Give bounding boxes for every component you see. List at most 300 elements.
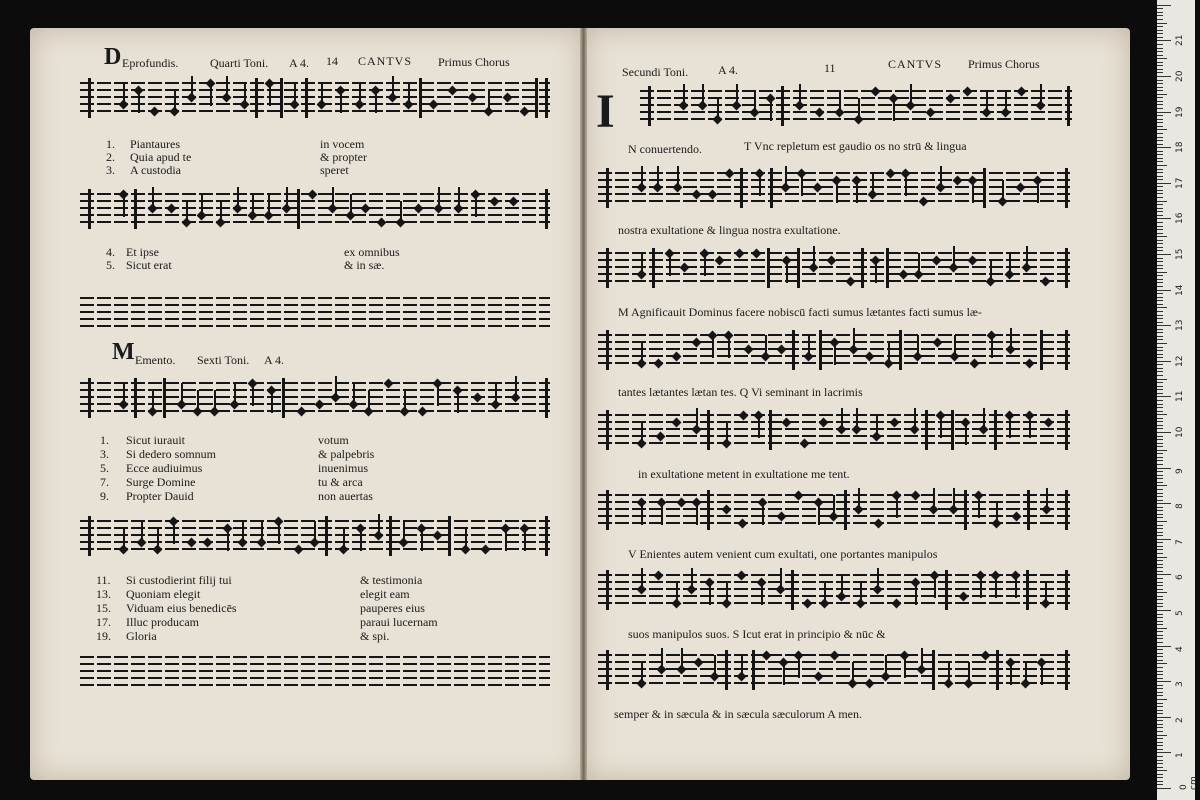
note-stem bbox=[1046, 488, 1048, 508]
ruler-number: 11 bbox=[1175, 390, 1185, 403]
ruler-tick bbox=[1157, 500, 1163, 501]
note-icon bbox=[1016, 183, 1026, 193]
choir-label: Primus Chorus bbox=[968, 57, 1040, 71]
barline bbox=[994, 410, 997, 450]
ruler-tick bbox=[1157, 357, 1163, 358]
note-stem bbox=[360, 531, 362, 551]
ruler-tick bbox=[1157, 621, 1163, 622]
staff-line bbox=[80, 656, 550, 658]
empty-staff bbox=[80, 656, 550, 688]
note-stem bbox=[141, 521, 143, 541]
page-number: 11 bbox=[824, 61, 836, 75]
barline bbox=[769, 410, 772, 450]
note-stem bbox=[138, 93, 140, 113]
barline bbox=[886, 248, 889, 288]
note-stem bbox=[801, 176, 803, 196]
ruler-tick bbox=[1157, 183, 1171, 184]
note-icon bbox=[815, 108, 825, 118]
note-stem bbox=[765, 335, 767, 355]
ruler-tick bbox=[1157, 48, 1163, 49]
note-stem bbox=[691, 568, 693, 588]
barline bbox=[448, 516, 451, 556]
note-stem bbox=[934, 578, 936, 598]
ruler-tick bbox=[1157, 727, 1163, 728]
ruler-tick bbox=[1157, 599, 1163, 600]
choir-label: Primus Chorus bbox=[438, 55, 510, 69]
ruler-tick bbox=[1157, 731, 1163, 732]
verse-number: 5. bbox=[106, 258, 115, 272]
staff-line bbox=[598, 186, 1070, 188]
lyric-line: in exultatione metent in exultatione me tent. bbox=[638, 467, 850, 481]
note-stem bbox=[1009, 418, 1011, 438]
note-stem bbox=[641, 662, 643, 682]
staff-line bbox=[80, 96, 550, 98]
barline bbox=[325, 516, 328, 556]
note-stem bbox=[181, 383, 183, 403]
ruler-tick bbox=[1157, 571, 1163, 572]
verse-incipit: Et ipse bbox=[126, 245, 159, 259]
barline bbox=[951, 410, 954, 450]
ruler-tick bbox=[1157, 347, 1163, 348]
staff-line bbox=[640, 90, 1072, 92]
note-stem bbox=[340, 93, 342, 113]
note-stem bbox=[1005, 91, 1007, 111]
staff-line bbox=[598, 442, 1070, 444]
ruler-tick bbox=[1157, 76, 1171, 77]
ruler-tick bbox=[1157, 80, 1163, 81]
ruler-tick bbox=[1157, 496, 1163, 497]
note-stem bbox=[123, 83, 125, 103]
note-stem bbox=[702, 84, 704, 104]
note-stem bbox=[954, 335, 956, 355]
note-icon bbox=[509, 197, 519, 207]
ruler-tick bbox=[1157, 290, 1171, 291]
note-stem bbox=[717, 98, 719, 118]
ruler-tick bbox=[1157, 307, 1167, 308]
note-stem bbox=[152, 187, 154, 207]
note-icon bbox=[722, 505, 732, 515]
barline bbox=[1040, 330, 1043, 370]
note-stem bbox=[1029, 418, 1031, 438]
ruler-tick bbox=[1157, 411, 1163, 412]
staff-line bbox=[598, 435, 1070, 437]
note-stem bbox=[286, 187, 288, 207]
music-staff bbox=[80, 82, 550, 114]
note-stem bbox=[227, 531, 229, 551]
ruler-tick bbox=[1157, 717, 1171, 718]
initial-d: D bbox=[104, 44, 122, 70]
staff-line bbox=[598, 193, 1070, 195]
measurement-ruler bbox=[1157, 0, 1199, 800]
note-icon bbox=[692, 190, 702, 200]
ruler-tick bbox=[1157, 436, 1163, 437]
lyric-line: tantes lætantes lætan tes. Q Vi seminant in lacrimis bbox=[618, 385, 863, 399]
ruler-tick bbox=[1157, 781, 1163, 782]
clef-icon bbox=[606, 650, 619, 690]
ruler-tick bbox=[1157, 525, 1163, 526]
ruler-tick bbox=[1157, 678, 1163, 679]
ruler-tick bbox=[1157, 706, 1163, 707]
ruler-tick bbox=[1157, 382, 1163, 383]
note-icon bbox=[1044, 418, 1054, 428]
note-stem bbox=[681, 648, 683, 668]
verse-incipit: Sicut iurauit bbox=[126, 433, 185, 447]
ruler-tick bbox=[1157, 137, 1163, 138]
ruler-tick bbox=[1157, 154, 1163, 155]
note-icon bbox=[203, 538, 213, 548]
barline bbox=[791, 570, 794, 610]
ruler-tick bbox=[1157, 628, 1167, 629]
ruler-tick bbox=[1157, 329, 1163, 330]
staff-line bbox=[80, 304, 550, 306]
ruler-tick bbox=[1157, 667, 1163, 668]
ruler-tick bbox=[1157, 72, 1163, 73]
note-stem bbox=[1009, 253, 1011, 273]
note-icon bbox=[315, 400, 325, 410]
ruler-tick bbox=[1157, 83, 1163, 84]
ruler-number: 12 bbox=[1175, 355, 1185, 367]
ruler-tick bbox=[1157, 510, 1163, 511]
note-stem bbox=[860, 582, 862, 602]
note-stem bbox=[1010, 665, 1012, 685]
clef-icon bbox=[88, 378, 101, 418]
ruler-tick bbox=[1157, 69, 1163, 70]
note-stem bbox=[314, 521, 316, 541]
ruler-tick bbox=[1157, 767, 1163, 768]
ruler-tick bbox=[1157, 585, 1163, 586]
verse-number: 13. bbox=[96, 587, 111, 601]
ruler-tick bbox=[1157, 735, 1167, 736]
final-barline bbox=[1065, 650, 1068, 690]
ruler-tick bbox=[1157, 318, 1163, 319]
staff-line bbox=[80, 670, 550, 672]
music-staff bbox=[598, 334, 1070, 366]
ruler-tick bbox=[1157, 606, 1163, 607]
ruler-number: 19 bbox=[1175, 106, 1185, 118]
ruler-tick bbox=[1157, 656, 1163, 657]
ruler-number: 6 bbox=[1175, 574, 1185, 581]
ruler-tick bbox=[1157, 379, 1167, 380]
ruler-tick bbox=[1157, 169, 1163, 170]
music-staff bbox=[598, 494, 1070, 526]
verse-number: 15. bbox=[96, 601, 111, 615]
barline bbox=[819, 330, 822, 370]
note-stem bbox=[201, 194, 203, 214]
note-icon bbox=[656, 432, 666, 442]
note-stem bbox=[457, 393, 459, 413]
note-icon bbox=[429, 100, 439, 110]
note-stem bbox=[368, 390, 370, 410]
ruler-tick bbox=[1157, 186, 1163, 187]
ruler-tick bbox=[1157, 325, 1171, 326]
note-stem bbox=[437, 386, 439, 406]
verse-incipit: Piantaures bbox=[130, 137, 180, 151]
ruler-tick bbox=[1157, 140, 1163, 141]
ruler-tick bbox=[1157, 204, 1163, 205]
ruler-tick bbox=[1157, 190, 1163, 191]
note-stem bbox=[858, 98, 860, 118]
note-stem bbox=[350, 194, 352, 214]
staff-line bbox=[80, 311, 550, 313]
ruler-tick bbox=[1157, 635, 1163, 636]
note-stem bbox=[995, 578, 997, 598]
note-stem bbox=[641, 253, 643, 273]
note-stem bbox=[940, 166, 942, 186]
ruler-tick bbox=[1157, 193, 1163, 194]
note-icon bbox=[968, 256, 978, 266]
ruler-tick bbox=[1157, 549, 1163, 550]
staff-line bbox=[598, 280, 1070, 282]
ruler-tick bbox=[1157, 443, 1163, 444]
empty-staff bbox=[80, 297, 550, 329]
verse-ending: & testimonia bbox=[360, 573, 423, 587]
ruler-tick bbox=[1157, 322, 1163, 323]
ruler-tick bbox=[1157, 33, 1163, 34]
tone-label: Sexti Toni. bbox=[197, 353, 250, 367]
verse-ending: elegit eam bbox=[360, 587, 410, 601]
note-stem bbox=[220, 201, 222, 221]
note-stem bbox=[1026, 246, 1028, 266]
staff-line bbox=[598, 595, 1070, 597]
note-stem bbox=[123, 383, 125, 403]
barline bbox=[740, 168, 743, 208]
barline bbox=[752, 650, 755, 690]
barline bbox=[945, 570, 948, 610]
note-icon bbox=[468, 93, 478, 103]
barline bbox=[163, 378, 166, 418]
ruler-tick bbox=[1157, 699, 1167, 700]
verse-number: 17. bbox=[96, 615, 111, 629]
ruler-tick bbox=[1157, 642, 1163, 643]
music-staff bbox=[598, 172, 1070, 204]
note-icon bbox=[813, 183, 823, 193]
note-icon bbox=[933, 338, 943, 348]
ruler-tick bbox=[1157, 44, 1163, 45]
ruler-number: 5 bbox=[1175, 610, 1185, 616]
note-stem bbox=[359, 83, 361, 103]
note-icon bbox=[946, 94, 956, 104]
ruler-tick bbox=[1157, 770, 1167, 771]
barline bbox=[1026, 570, 1029, 610]
ruler-tick bbox=[1157, 268, 1163, 269]
ruler-tick bbox=[1157, 172, 1163, 173]
lyric-line: T Vnc repletum est gaudio os no strū & lingua bbox=[744, 139, 967, 153]
ruler-tick bbox=[1157, 614, 1163, 615]
ruler-tick bbox=[1157, 51, 1163, 52]
ruler-tick bbox=[1157, 179, 1163, 180]
verse-incipit: A custodia bbox=[130, 163, 181, 177]
note-stem bbox=[736, 84, 738, 104]
note-icon bbox=[677, 498, 687, 508]
note-icon bbox=[926, 108, 936, 118]
note-stem bbox=[641, 505, 643, 525]
verse-ending: tu & arca bbox=[318, 475, 363, 489]
ruler-tick bbox=[1157, 560, 1163, 561]
note-stem bbox=[353, 383, 355, 403]
verse-ending: in vocem bbox=[320, 137, 365, 151]
verse-number: 19. bbox=[96, 629, 111, 643]
note-stem bbox=[824, 582, 826, 602]
note-stem bbox=[294, 83, 296, 103]
ruler-number: 14 bbox=[1175, 284, 1185, 296]
ruler-tick bbox=[1157, 144, 1163, 145]
note-icon bbox=[672, 352, 682, 362]
note-stem bbox=[933, 488, 935, 508]
ruler-tick bbox=[1157, 368, 1163, 369]
ruler-number: 21 bbox=[1175, 34, 1185, 47]
clef-icon bbox=[88, 516, 101, 556]
verse-ending: & spi. bbox=[360, 629, 390, 643]
note-stem bbox=[1045, 582, 1047, 602]
ruler-tick bbox=[1157, 26, 1163, 27]
note-stem bbox=[877, 568, 879, 588]
note-stem bbox=[488, 90, 490, 110]
note-stem bbox=[234, 383, 236, 403]
staff-line bbox=[80, 200, 550, 202]
ruler-tick bbox=[1157, 233, 1163, 234]
ruler-tick bbox=[1157, 343, 1167, 344]
note-stem bbox=[335, 376, 337, 396]
ruler-tick bbox=[1157, 165, 1167, 166]
ruler-tick bbox=[1157, 265, 1163, 266]
ruler-tick bbox=[1157, 688, 1163, 689]
note-stem bbox=[210, 86, 212, 106]
note-stem bbox=[641, 422, 643, 442]
note-stem bbox=[953, 246, 955, 266]
ruler-tick bbox=[1157, 151, 1163, 152]
note-stem bbox=[808, 335, 810, 355]
note-stem bbox=[799, 84, 801, 104]
ruler-number: 18 bbox=[1175, 141, 1185, 154]
ruler-tick bbox=[1157, 254, 1171, 255]
note-stem bbox=[438, 187, 440, 207]
note-stem bbox=[783, 665, 785, 685]
verse-number: 1. bbox=[106, 137, 115, 151]
note-stem bbox=[972, 183, 974, 203]
barline bbox=[983, 168, 986, 208]
note-stem bbox=[505, 531, 507, 551]
staff-line bbox=[598, 661, 1070, 663]
staff-line bbox=[80, 82, 550, 84]
note-stem bbox=[524, 531, 526, 551]
barline bbox=[389, 516, 392, 556]
note-stem bbox=[798, 658, 800, 678]
ruler-tick bbox=[1157, 243, 1163, 244]
verse-ending: paraui lucernam bbox=[360, 615, 438, 629]
note-stem bbox=[762, 505, 764, 525]
note-stem bbox=[940, 418, 942, 438]
note-stem bbox=[515, 376, 517, 396]
music-staff bbox=[80, 520, 550, 552]
ruler-tick bbox=[1157, 763, 1163, 764]
ruler-tick bbox=[1157, 671, 1163, 672]
parts-label: A 4. bbox=[264, 353, 285, 367]
note-stem bbox=[770, 101, 772, 121]
barline bbox=[652, 248, 655, 288]
note-stem bbox=[833, 495, 835, 515]
note-stem bbox=[754, 91, 756, 111]
staff-line bbox=[80, 214, 550, 216]
clef-icon bbox=[606, 410, 619, 450]
clef-icon bbox=[88, 189, 101, 229]
verse-ending: & in sæ. bbox=[344, 258, 385, 272]
ruler-tick bbox=[1157, 450, 1167, 451]
ruler-tick bbox=[1157, 393, 1163, 394]
note-stem bbox=[186, 201, 188, 221]
ruler-tick bbox=[1157, 720, 1163, 721]
ruler-tick bbox=[1157, 364, 1163, 365]
ruler-tick bbox=[1157, 304, 1163, 305]
verse-number: 3. bbox=[100, 447, 109, 461]
ruler-tick bbox=[1157, 222, 1163, 223]
note-stem bbox=[836, 183, 838, 203]
ruler-tick bbox=[1157, 286, 1163, 287]
note-stem bbox=[990, 260, 992, 280]
verse-ending: pauperes eius bbox=[360, 601, 425, 615]
staff-line bbox=[80, 684, 550, 686]
ruler-tick bbox=[1157, 489, 1163, 490]
final-barline bbox=[1065, 570, 1068, 610]
staff-line bbox=[598, 421, 1070, 423]
ruler-tick bbox=[1157, 386, 1163, 387]
verse-number: 2. bbox=[106, 150, 115, 164]
note-stem bbox=[780, 568, 782, 588]
barline bbox=[282, 378, 285, 418]
note-stem bbox=[226, 76, 228, 96]
ruler-tick bbox=[1157, 19, 1163, 20]
note-stem bbox=[1002, 180, 1004, 200]
ruler-tick bbox=[1157, 557, 1167, 558]
barline bbox=[707, 410, 710, 450]
ruler-tick bbox=[1157, 482, 1163, 483]
ruler-tick bbox=[1157, 617, 1163, 618]
ruler-tick bbox=[1157, 371, 1163, 372]
note-stem bbox=[914, 408, 916, 428]
note-stem bbox=[641, 342, 643, 362]
verse-number: 11. bbox=[96, 573, 111, 587]
ruler-tick bbox=[1157, 674, 1163, 675]
note-stem bbox=[237, 187, 239, 207]
ruler-tick bbox=[1157, 119, 1163, 120]
barline bbox=[134, 189, 137, 229]
initial-i: I bbox=[596, 85, 615, 138]
note-stem bbox=[1015, 578, 1017, 598]
ruler-tick bbox=[1157, 514, 1163, 515]
ruler-tick bbox=[1157, 375, 1163, 376]
note-stem bbox=[1010, 328, 1012, 348]
note-stem bbox=[1037, 183, 1039, 203]
ruler-number: 13 bbox=[1175, 319, 1185, 332]
note-stem bbox=[661, 505, 663, 525]
book-gutter bbox=[580, 28, 587, 780]
note-stem bbox=[759, 176, 761, 196]
note-stem bbox=[157, 528, 159, 548]
note-stem bbox=[403, 521, 405, 541]
ruler-zero-label: 0 cm bbox=[1179, 776, 1199, 790]
barline bbox=[297, 189, 300, 229]
note-icon bbox=[715, 256, 725, 266]
ruler-number: 4 bbox=[1175, 645, 1185, 652]
note-stem bbox=[174, 90, 176, 110]
note-stem bbox=[839, 91, 841, 111]
ruler-tick bbox=[1157, 553, 1163, 554]
note-stem bbox=[858, 488, 860, 508]
note-stem bbox=[856, 408, 858, 428]
note-stem bbox=[965, 425, 967, 445]
note-stem bbox=[853, 328, 855, 348]
ruler-tick bbox=[1157, 457, 1163, 458]
ruler-tick bbox=[1157, 208, 1163, 209]
